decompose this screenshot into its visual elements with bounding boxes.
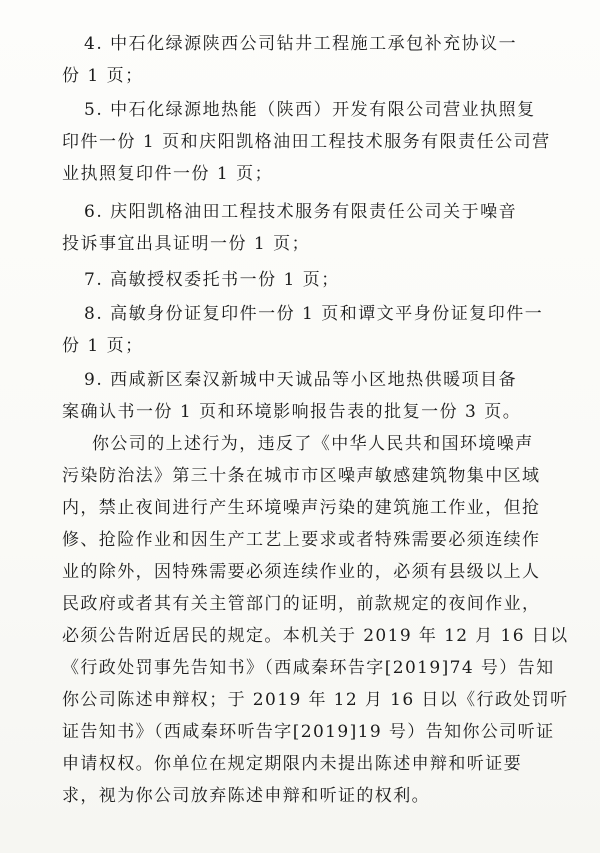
text-line: 印件一份 1 页和庆阳凯格油田工程技术服务有限责任公司营 xyxy=(62,132,551,152)
evidence-item-9 xyxy=(62,364,554,428)
text-line: 证告知书》（西咸秦环听告字[2019]19 号）告知你公司听证 xyxy=(62,722,555,742)
text-line: 内，禁止夜间进行产生环境噪声污染的建筑施工作业，但抢 xyxy=(62,498,541,518)
text-line: 业执照复印件一份 1 页； xyxy=(62,164,274,184)
violation-paragraph xyxy=(62,428,569,812)
text-line: 《行政处罚事先告知书》（西咸秦环告字[2019]74 号）告知 xyxy=(62,658,555,678)
evidence-item-8 xyxy=(62,298,554,362)
text-line: 9. 西咸新区秦汉新城中天诚品等小区地热供暖项目备 xyxy=(84,370,518,390)
text-line: 份 1 页； xyxy=(62,66,144,86)
text-line: 申请权权。你单位在规定期限内未提出陈述申辩和听证要 xyxy=(62,754,522,774)
evidence-item-6 xyxy=(62,196,554,260)
text-line: 民政府或者其有关主管部门的证明，前款规定的夜间作业， xyxy=(62,594,541,614)
text-line: 4. 中石化绿源陕西公司钻井工程施工承包补充协议一 xyxy=(84,34,518,54)
text-line: 7. 高敏授权委托书一份 1 页； xyxy=(84,270,340,290)
text-line: 必须公告附近居民的规定。本机关于 2019 年 12 月 16 日以 xyxy=(62,626,569,646)
text-line: 投诉事宜出具证明一份 1 页； xyxy=(62,234,311,254)
text-line: 5. 中石化绿源地热能（陕西）开发有限公司营业执照复 xyxy=(84,100,536,120)
text-line: 份 1 页； xyxy=(62,336,144,356)
text-line: 你公司的上述行为，违反了《中华人民共和国环境噪声 xyxy=(92,434,534,454)
text-line: 求，视为你公司放弃陈述申辩和听证的权利。 xyxy=(62,786,430,806)
text-line: 你公司陈述申辩权；于 2019 年 12 月 16 日以《行政处罚听 xyxy=(62,690,569,710)
evidence-item-5 xyxy=(62,94,554,190)
evidence-item-7 xyxy=(84,264,554,296)
text-line: 修、抢险作业和因生产工艺上要求或者特殊需要必须连续作 xyxy=(62,530,541,550)
evidence-item-4 xyxy=(62,28,554,92)
text-line: 案确认书一份 1 页和环境影响报告表的批复一份 3 页。 xyxy=(62,402,522,422)
text-line: 6. 庆阳凯格油田工程技术服务有限责任公司关于噪音 xyxy=(84,202,518,222)
text-line: 业的除外，因特殊需要必须连续作业的，必须有县级以上人 xyxy=(62,562,541,582)
text-line: 污染防治法》第三十条在城市市区噪声敏感建筑物集中区域 xyxy=(62,466,541,486)
text-line: 8. 高敏身份证复印件一份 1 页和谭文平身份证复印件一 xyxy=(84,304,544,324)
